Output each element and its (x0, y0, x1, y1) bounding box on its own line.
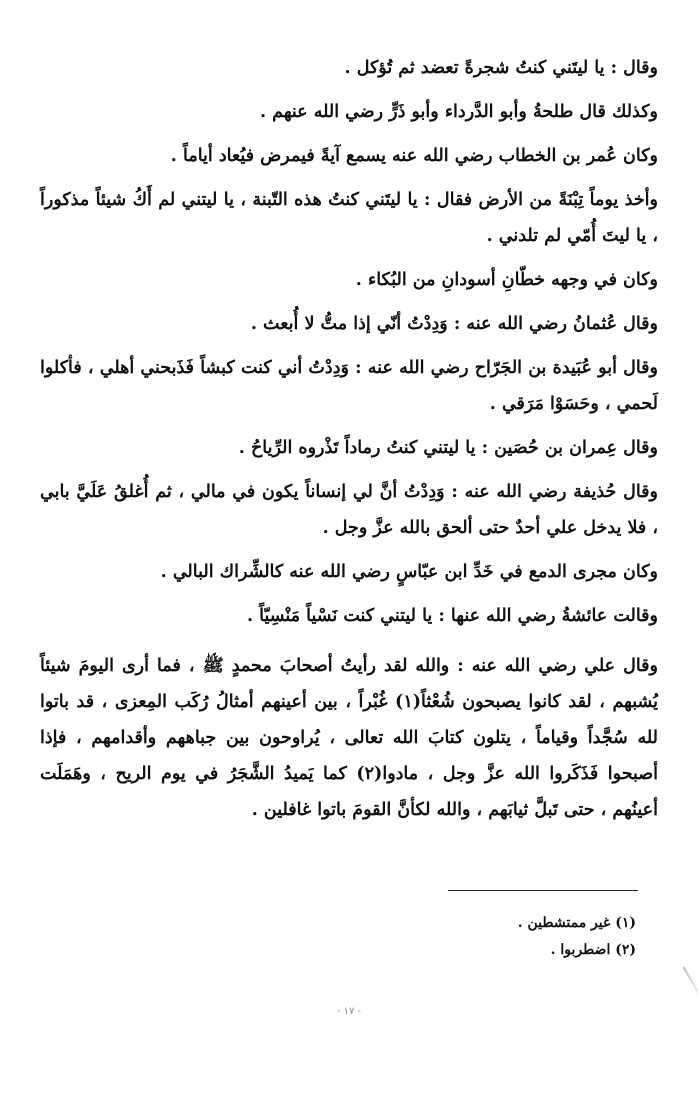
paragraph: وقال حُذيفة رضي الله عنه : وَدِدْتُ أنَّ لي إنساناً يكون في مالي ، ثم أُغلقُ عَلَيَّ بابي ، فلا يدخل علي أحدٌ حتى ألحق بالله عزَّ وجل . (40, 482, 658, 538)
paragraph: وقالت عائشةُ رضي الله عنها : يا ليتني كنت نَسْياً مَنْسِيّاً . (247, 606, 658, 626)
paragraph: وقال أبو عُبَيدة بن الجَرّاح رضي الله عنه : وَدِدْتُ أني كنت كبشاً فَذَبحني أهلي ، فأكلوا لَحمي ، وحَسَوْا مَرَقي . (40, 358, 658, 414)
scan-edge-mark (683, 967, 698, 994)
paragraph: وكان عُمر بن الخطاب رضي الله عنه يسمع آيةً فيمرض فيُعاد أياماً . (170, 146, 658, 166)
footnotes (518, 910, 636, 964)
footnote-separator (448, 890, 638, 891)
page-body (40, 50, 658, 836)
paragraph: وكان مجرى الدمع في خَدِّ ابن عبّاسٍ رضي الله عنه كالشِّراك البالي . (160, 562, 658, 582)
paragraph: وقال علي رضي الله عنه : والله لقد رأيتُ أصحابَ محمدٍ ﷺ ، فما أرى اليومَ شيئاً يُشبهم ، لقد كانوا يصبحون شُعْثاً(١) غُبْراً ، بين أعينهم أمثالُ رُكَب المِعزى ، قد باتوا لله سُجَّداً وقياماً ، يتلون كتابَ الله تعالى ، يُراوحون بين جباههم وأقدامهم ، فإذا أصبحوا فَذَكَروا الله عزَّ وجل ، مادوا(٢) كما يَميدُ الشَّجَرُ في يوم الريح ، وهَمَلَت أعينُهم ، حتى تَبلَّ ثيابَهم ، والله لكأنَّ القومَ باتوا غافلين . (40, 656, 658, 820)
footnote: (١) غير ممتشطين . (517, 915, 636, 931)
paragraph: وأخذ يوماً تِبْنَةً من الأرض فقال : يا ليتَني كنتُ هذه التّبنة ، يا ليتني لم أَكُ شيئاً مذكوراً ، يا ليتَ أُمّي لم تلدني . (40, 190, 658, 246)
paragraph: وكذلك قال طلحةُ وأبو الدَّرداء وأبو ذَرٍّ رضي الله عنهم . (260, 102, 658, 122)
footnote: (٢) اضطربوا . (550, 942, 636, 958)
paragraph: وكان في وجهه خطّانِ أسودانِ من البُكاء . (355, 270, 658, 290)
paragraph: وقال : يا ليتَني كنتُ شجرةً تعضد ثم تُؤكل . (344, 58, 658, 78)
paragraph: وقال عِمران بن حُصَين : يا ليتني كنتُ رماداً تَذْروه الرِّياحُ . (238, 438, 658, 458)
paragraph: وقال عُثمانُ رضي الله عنه : وَدِدْتُ أنّي إذا متُّ لا أُبعث . (250, 314, 658, 334)
page-number: - ١٧ - (337, 1006, 361, 1017)
